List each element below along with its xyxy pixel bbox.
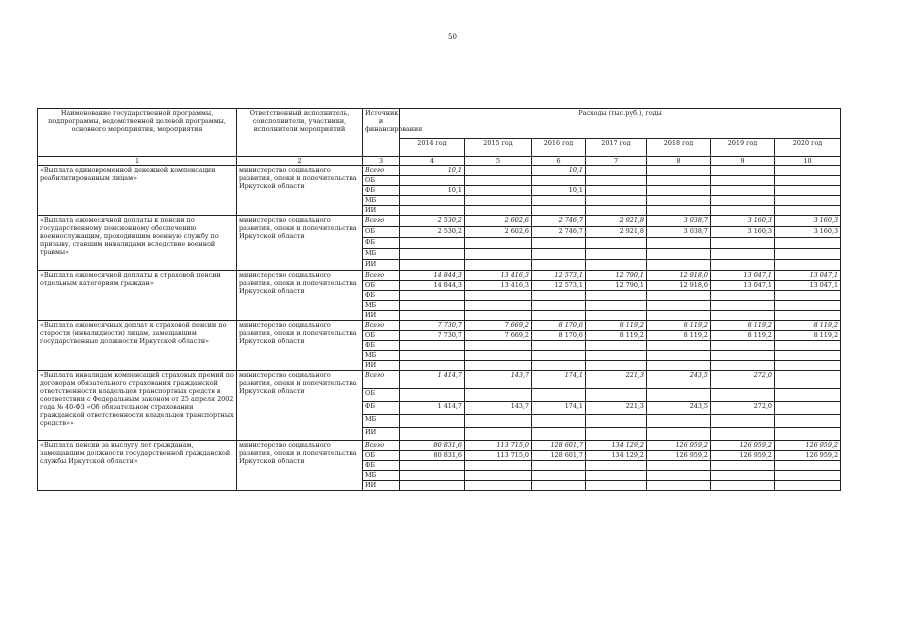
amount-cell: 13 416,3 [465, 271, 532, 281]
amount-cell: 14 844,3 [400, 271, 465, 281]
funding-source: ИИ [363, 206, 400, 216]
amount-cell [647, 249, 711, 260]
funding-source: Всего [363, 441, 400, 451]
amount-cell [586, 176, 647, 186]
measure-name: «Выплата ежемесячной доплаты к страховой пенсии отдельным категориям граждан» [38, 271, 237, 321]
amount-cell [711, 481, 775, 491]
amount-cell [775, 471, 841, 481]
amount-cell [711, 341, 775, 351]
amount-cell [586, 415, 647, 428]
amount-cell [647, 311, 711, 321]
amount-cell [711, 291, 775, 301]
amount-cell [775, 238, 841, 249]
amount-cell [711, 389, 775, 402]
amount-cell: 8 119,2 [775, 321, 841, 331]
funding-source: ИИ [363, 311, 400, 321]
amount-cell [586, 206, 647, 216]
amount-cell: 3 160,3 [711, 216, 775, 227]
column-number: 10 [775, 157, 841, 166]
table-row [38, 166, 841, 176]
amount-cell [532, 176, 586, 186]
amount-cell: 126 959,2 [647, 451, 711, 461]
amount-cell: 7 669,2 [465, 331, 532, 341]
amount-cell [400, 291, 465, 301]
amount-cell: 2 530,2 [400, 216, 465, 227]
amount-cell: 243,5 [647, 371, 711, 389]
amount-cell [400, 206, 465, 216]
amount-cell [532, 341, 586, 351]
amount-cell [400, 461, 465, 471]
table-row [38, 271, 841, 281]
amount-cell: 12 573,1 [532, 281, 586, 291]
amount-cell [532, 389, 586, 402]
amount-cell [465, 196, 532, 206]
amount-cell [465, 166, 532, 176]
amount-cell [465, 428, 532, 441]
amount-cell: 7 730,7 [400, 321, 465, 331]
amount-cell [647, 461, 711, 471]
amount-cell: 12 573,1 [532, 271, 586, 281]
funding-source: Всего [363, 271, 400, 281]
amount-cell [775, 351, 841, 361]
column-number: 4 [400, 157, 465, 166]
amount-cell [711, 361, 775, 371]
amount-cell [711, 301, 775, 311]
amount-cell: 113 715,0 [465, 441, 532, 451]
amount-cell [586, 196, 647, 206]
amount-cell [465, 341, 532, 351]
amount-cell: 128 601,7 [532, 441, 586, 451]
funding-source: ИИ [363, 481, 400, 491]
amount-cell [532, 249, 586, 260]
column-number: 1 [38, 157, 237, 166]
amount-cell [775, 291, 841, 301]
funding-source: МБ [363, 471, 400, 481]
header-year: 2017 год [586, 139, 647, 157]
amount-cell: 80 831,6 [400, 441, 465, 451]
amount-cell [711, 461, 775, 471]
amount-cell: 1 414,7 [400, 371, 465, 389]
funding-source: ОБ [363, 227, 400, 238]
amount-cell: 126 959,2 [647, 441, 711, 451]
amount-cell [775, 166, 841, 176]
amount-cell [586, 481, 647, 491]
amount-cell [465, 186, 532, 196]
amount-cell [775, 481, 841, 491]
amount-cell: 272,0 [711, 402, 775, 415]
amount-cell [711, 176, 775, 186]
funding-source: ОБ [363, 389, 400, 402]
amount-cell [400, 301, 465, 311]
amount-cell [532, 481, 586, 491]
header-year: 2020 год [775, 139, 841, 157]
amount-cell [711, 206, 775, 216]
header-executor: Ответственный исполнитель, соисполнители, участники, исполнители мероприятий [237, 109, 363, 157]
table-row [38, 216, 841, 227]
amount-cell: 13 047,1 [775, 281, 841, 291]
funding-source: ОБ [363, 176, 400, 186]
amount-cell [647, 238, 711, 249]
amount-cell [400, 481, 465, 491]
funding-source: ИИ [363, 260, 400, 271]
amount-cell [647, 428, 711, 441]
amount-cell [775, 389, 841, 402]
column-number: 3 [363, 157, 400, 166]
amount-cell [647, 301, 711, 311]
amount-cell [532, 206, 586, 216]
column-number: 2 [237, 157, 363, 166]
amount-cell [647, 176, 711, 186]
amount-cell [775, 361, 841, 371]
amount-cell [465, 361, 532, 371]
amount-cell [400, 341, 465, 351]
amount-cell [400, 196, 465, 206]
funding-source: Всего [363, 216, 400, 227]
amount-cell [465, 471, 532, 481]
amount-cell [711, 311, 775, 321]
column-number: 9 [711, 157, 775, 166]
amount-cell [465, 415, 532, 428]
funding-source: МБ [363, 249, 400, 260]
measure-name: «Выплата ежемесячных доплат к страховой пенсии по старости (инвалидности) лицам, замещавшим государственные должности Иркутской области» [38, 321, 237, 371]
funding-source: ОБ [363, 451, 400, 461]
amount-cell: 10,1 [400, 186, 465, 196]
funding-source: ФБ [363, 238, 400, 249]
amount-cell: 2 602,6 [465, 216, 532, 227]
header-expenses: Расходы (тыс.руб.), годы [400, 109, 841, 139]
amount-cell [532, 238, 586, 249]
amount-cell [400, 361, 465, 371]
amount-cell: 174,1 [532, 402, 586, 415]
amount-cell [532, 351, 586, 361]
amount-cell [532, 461, 586, 471]
amount-cell: 2 921,8 [586, 227, 647, 238]
amount-cell: 2 530,2 [400, 227, 465, 238]
amount-cell [586, 389, 647, 402]
amount-cell [775, 186, 841, 196]
measure-executor: министерство социального развития, опеки и попечительства Иркутской области [237, 271, 363, 321]
amount-cell [775, 461, 841, 471]
funding-source: ФБ [363, 291, 400, 301]
measure-name: «Выплата ежемесячной доплаты к пенсии по государственному пенсионному обеспечению военнослужащим, проходившим военную службу по призыву, ставшим инвалидами вследствие военной травмы» [38, 216, 237, 271]
amount-cell [532, 196, 586, 206]
amount-cell: 143,7 [465, 371, 532, 389]
amount-cell [647, 196, 711, 206]
amount-cell: 10,1 [400, 166, 465, 176]
amount-cell [775, 176, 841, 186]
amount-cell [400, 238, 465, 249]
header-year: 2019 год [711, 139, 775, 157]
funding-source: Всего [363, 321, 400, 331]
amount-cell: 126 959,2 [775, 441, 841, 451]
measure-executor: министерство социального развития, опеки и попечительства Иркутской области [237, 371, 363, 441]
amount-cell [647, 206, 711, 216]
amount-cell [532, 260, 586, 271]
table-row [38, 441, 841, 451]
amount-cell [647, 186, 711, 196]
amount-cell [400, 415, 465, 428]
amount-cell [775, 301, 841, 311]
amount-cell: 8 119,2 [711, 321, 775, 331]
amount-cell [465, 249, 532, 260]
amount-cell [775, 196, 841, 206]
amount-cell [647, 389, 711, 402]
column-number: 8 [647, 157, 711, 166]
amount-cell: 272,0 [711, 371, 775, 389]
amount-cell [711, 249, 775, 260]
amount-cell [647, 260, 711, 271]
amount-cell [400, 260, 465, 271]
amount-cell: 8 119,2 [775, 331, 841, 341]
amount-cell: 12 790,1 [586, 281, 647, 291]
amount-cell [586, 311, 647, 321]
column-number: 6 [532, 157, 586, 166]
amount-cell [586, 351, 647, 361]
amount-cell [400, 311, 465, 321]
amount-cell [586, 291, 647, 301]
amount-cell [586, 461, 647, 471]
table-row [38, 321, 841, 331]
amount-cell [775, 206, 841, 216]
amount-cell [586, 166, 647, 176]
amount-cell [532, 428, 586, 441]
amount-cell [465, 206, 532, 216]
amount-cell: 8 119,2 [586, 321, 647, 331]
amount-cell [711, 166, 775, 176]
amount-cell [586, 341, 647, 351]
amount-cell [586, 238, 647, 249]
amount-cell [465, 389, 532, 402]
header-year: 2016 год [532, 139, 586, 157]
header-year: 2014 год [400, 139, 465, 157]
amount-cell: 174,1 [532, 371, 586, 389]
amount-cell [400, 176, 465, 186]
amount-cell [711, 471, 775, 481]
measure-name: «Выплата единовременной денежной компенсации реабилитированным лицам» [38, 166, 237, 216]
header-source: Источник и финансирования [363, 109, 400, 157]
header-year: 2018 год [647, 139, 711, 157]
amount-cell: 7 669,2 [465, 321, 532, 331]
funding-source: Всего [363, 371, 400, 389]
amount-cell [465, 351, 532, 361]
amount-cell: 126 959,2 [711, 441, 775, 451]
funding-source: ФБ [363, 341, 400, 351]
amount-cell [586, 249, 647, 260]
amount-cell [711, 260, 775, 271]
table-row [38, 371, 841, 389]
amount-cell [647, 361, 711, 371]
amount-cell: 12 918,0 [647, 281, 711, 291]
amount-cell [586, 471, 647, 481]
measure-executor: министерство социального развития, опеки и попечительства Иркутской области [237, 321, 363, 371]
funding-source: ИИ [363, 428, 400, 441]
funding-source: ИИ [363, 361, 400, 371]
amount-cell: 10,1 [532, 186, 586, 196]
measure-executor: министерство социального развития, опеки и попечительства Иркутской области [237, 216, 363, 271]
amount-cell [465, 301, 532, 311]
amount-cell [532, 415, 586, 428]
funding-source: ОБ [363, 281, 400, 291]
amount-cell [711, 196, 775, 206]
amount-cell: 8 119,2 [647, 331, 711, 341]
amount-cell [647, 415, 711, 428]
amount-cell: 221,3 [586, 402, 647, 415]
amount-cell [775, 371, 841, 389]
amount-cell: 10,1 [532, 166, 586, 176]
amount-cell: 243,5 [647, 402, 711, 415]
amount-cell [586, 260, 647, 271]
amount-cell [775, 428, 841, 441]
amount-cell [775, 341, 841, 351]
measure-name: «Выплата пенсии за выслугу лет гражданам, замещавшим должности государственной гражданской службы Иркутской области» [38, 441, 237, 491]
amount-cell: 8 119,2 [647, 321, 711, 331]
amount-cell [711, 238, 775, 249]
amount-cell [775, 311, 841, 321]
amount-cell [465, 238, 532, 249]
amount-cell: 3 160,3 [775, 216, 841, 227]
amount-cell: 3 160,3 [711, 227, 775, 238]
amount-cell [711, 428, 775, 441]
amount-cell: 2 602,6 [465, 227, 532, 238]
funding-source: ОБ [363, 331, 400, 341]
amount-cell [647, 351, 711, 361]
funding-source: ФБ [363, 461, 400, 471]
funding-source: МБ [363, 351, 400, 361]
amount-cell [586, 186, 647, 196]
amount-cell: 13 416,3 [465, 281, 532, 291]
amount-cell [400, 389, 465, 402]
amount-cell: 8 119,2 [586, 331, 647, 341]
amount-cell: 126 959,2 [711, 451, 775, 461]
amount-cell [400, 471, 465, 481]
amount-cell [465, 176, 532, 186]
amount-cell [532, 471, 586, 481]
measure-name: «Выплата инвалидам компенсаций страховых премий по договорам обязательного страхования гражданской ответственности владельцев транспортных средств в соответствии с Федеральным законом от 25 апреля 2002 года № 40-ФЗ «Об обязательном страховании гражданской ответственности владельцев транспортных средств»» [38, 371, 237, 441]
funding-source: МБ [363, 196, 400, 206]
amount-cell [711, 415, 775, 428]
funding-source: ФБ [363, 186, 400, 196]
funding-source: Всего [363, 166, 400, 176]
amount-cell: 7 730,7 [400, 331, 465, 341]
amount-cell: 12 790,1 [586, 271, 647, 281]
amount-cell: 8 119,2 [711, 331, 775, 341]
amount-cell [775, 249, 841, 260]
budget-table [37, 108, 841, 491]
amount-cell [400, 428, 465, 441]
amount-cell [586, 428, 647, 441]
amount-cell [465, 311, 532, 321]
amount-cell: 12 918,0 [647, 271, 711, 281]
amount-cell: 13 047,1 [711, 281, 775, 291]
amount-cell: 221,3 [586, 371, 647, 389]
amount-cell: 14 844,3 [400, 281, 465, 291]
header-name: Наименование государственной программы, подпрограммы, ведомственной целевой программы, основного мероприятия, мероприятия [38, 109, 237, 157]
column-number: 7 [586, 157, 647, 166]
amount-cell [532, 301, 586, 311]
amount-cell [465, 481, 532, 491]
amount-cell: 3 160,3 [775, 227, 841, 238]
funding-source: ФБ [363, 402, 400, 415]
funding-source: МБ [363, 415, 400, 428]
amount-cell [465, 260, 532, 271]
amount-cell: 13 047,1 [775, 271, 841, 281]
amount-cell [647, 166, 711, 176]
amount-cell: 3 038,7 [647, 227, 711, 238]
amount-cell: 134 129,2 [586, 451, 647, 461]
amount-cell [586, 301, 647, 311]
measure-executor: министерство социального развития, опеки и попечительства Иркутской области [237, 441, 363, 491]
amount-cell [647, 481, 711, 491]
column-number: 5 [465, 157, 532, 166]
amount-cell [775, 415, 841, 428]
amount-cell [647, 341, 711, 351]
page-number: 50 [448, 33, 457, 41]
amount-cell [465, 291, 532, 301]
amount-cell [711, 186, 775, 196]
amount-cell [400, 351, 465, 361]
amount-cell [647, 291, 711, 301]
amount-cell: 134 129,2 [586, 441, 647, 451]
amount-cell: 13 047,1 [711, 271, 775, 281]
amount-cell: 113 715,0 [465, 451, 532, 461]
amount-cell: 2 746,7 [532, 216, 586, 227]
amount-cell [775, 260, 841, 271]
amount-cell: 1 414,7 [400, 402, 465, 415]
amount-cell [711, 351, 775, 361]
amount-cell: 126 959,2 [775, 451, 841, 461]
amount-cell: 80 831,6 [400, 451, 465, 461]
amount-cell: 128 601,7 [532, 451, 586, 461]
amount-cell [400, 249, 465, 260]
amount-cell [532, 311, 586, 321]
measure-executor: министерство социального развития, опеки и попечительства Иркутской области [237, 166, 363, 216]
amount-cell: 8 170,6 [532, 331, 586, 341]
funding-source: МБ [363, 301, 400, 311]
amount-cell [465, 461, 532, 471]
amount-cell [775, 402, 841, 415]
amount-cell [532, 361, 586, 371]
amount-cell: 2 921,8 [586, 216, 647, 227]
amount-cell [586, 361, 647, 371]
amount-cell: 3 038,7 [647, 216, 711, 227]
amount-cell: 2 746,7 [532, 227, 586, 238]
amount-cell [647, 471, 711, 481]
amount-cell: 143,7 [465, 402, 532, 415]
header-year: 2015 год [465, 139, 532, 157]
amount-cell: 8 170,6 [532, 321, 586, 331]
amount-cell [532, 291, 586, 301]
